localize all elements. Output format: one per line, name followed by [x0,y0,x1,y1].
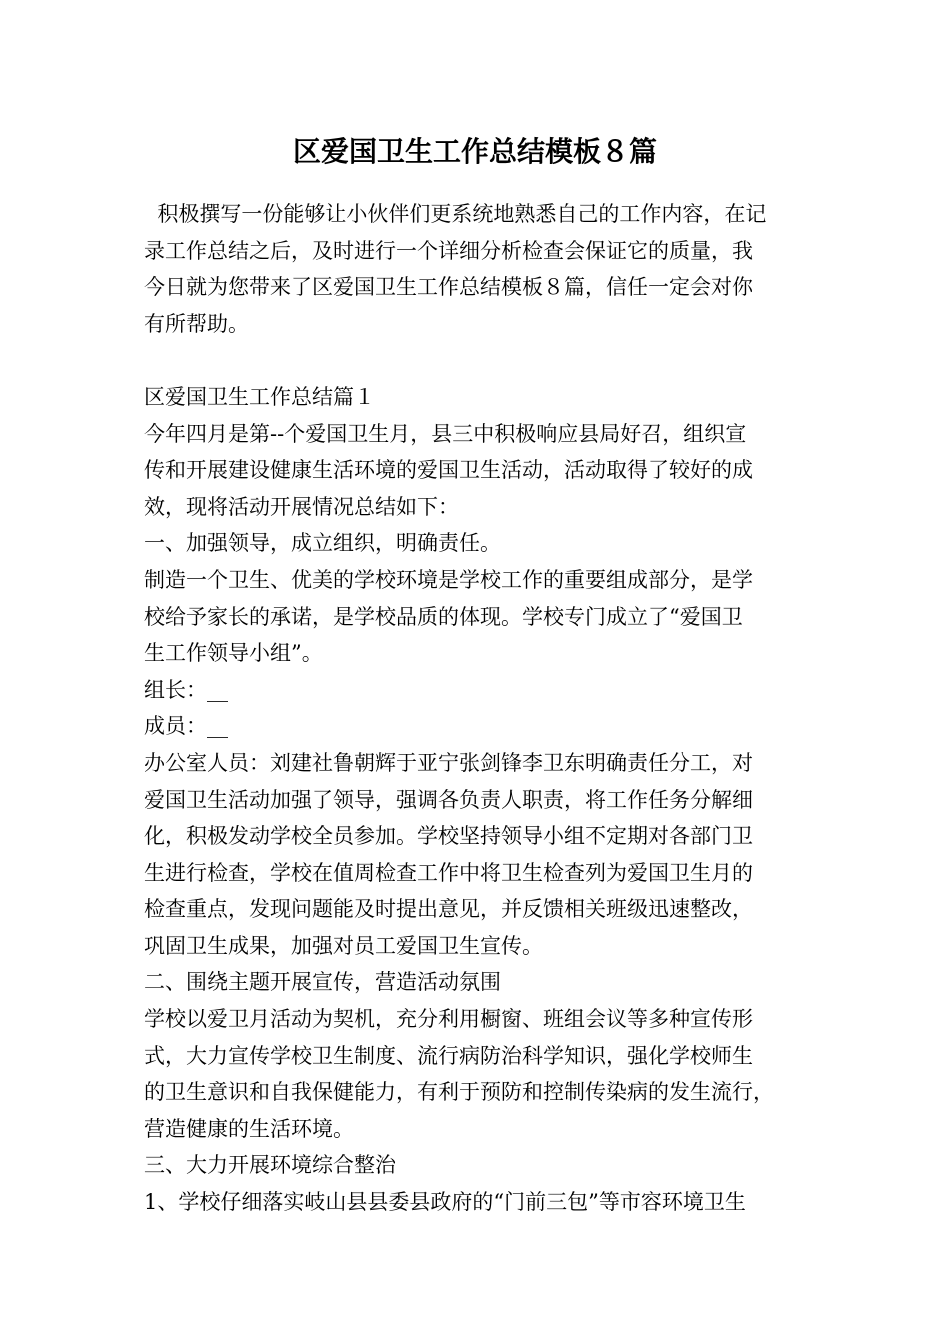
body-line: 营造健康的生活环境。 [144,1116,354,1141]
document-title: 区爱国卫生工作总结模板８篇 [292,135,657,168]
body-line: 生进行检查，学校在值周检查工作中将卫生检查列为爱国卫生月的 [144,860,753,885]
intro-line: 积极撰写一份能够让小伙伴们更系统地熟悉自己的工作内容，在记 [144,202,767,226]
body-line: 校给予家长的承诺，是学校品质的体现。学校专门成立了“爱国卫 [144,604,743,629]
document-body [144,196,834,1221]
intro-line: 录工作总结之后，及时进行一个详细分析检查会保证它的质量，我 [144,238,753,263]
body-line: 办公室人员：刘建社鲁朝辉于亚宁张剑锋李卫东明确责任分工，对 [144,750,753,775]
body-line: 生工作领导小组”。 [144,641,323,666]
section-heading: 区爱国卫生工作总结篇１ [144,384,375,409]
body-line: 爱国卫生活动加强了领导，强调各负责人职责，将工作任务分解细 [144,787,753,812]
body-line: 的卫生意识和自我保健能力，有利于预防和控制传染病的发生流行， [144,1080,774,1105]
subheading: 二、围绕主题开展宣传，营造活动氛围 [144,970,501,995]
body-line: 1、学校仔细落实岐山县县委县政府的“门前三包”等市容环境卫生 [144,1190,746,1215]
body-line: 检查重点，发现问题能及时提出意见，并反馈相关班级迅速整改， [144,897,753,922]
members-line: 成员：__ [144,714,228,739]
body-line: 巩固卫生成果，加强对员工爱国卫生宣传。 [144,933,543,958]
intro-line: 今日就为您带来了区爱国卫生工作总结模板８篇，信任一定会对你 [144,275,753,300]
body-line: 学校以爱卫月活动为契机，充分利用橱窗、班组会议等多种宣传形 [144,1007,753,1032]
body-line: 式，大力宣传学校卫生制度、流行病防治科学知识，强化学校师生 [144,1043,753,1068]
body-line: 化，积极发动学校全员参加。学校坚持领导小组不定期对各部门卫 [144,824,753,849]
body-line: 今年四月是第--个爱国卫生月，县三中积极响应县局好召，组织宣 [144,421,747,446]
body-line: 效，现将活动开展情况总结如下： [144,494,459,519]
paragraph-gap [144,342,834,379]
intro-line: 有所帮助。 [144,311,249,336]
subheading: 一、加强领导，成立组织，明确责任。 [144,531,501,556]
body-line: 传和开展建设健康生活环境的爱国卫生活动，活动取得了较好的成 [144,458,753,483]
subheading: 三、大力开展环境综合整治 [144,1153,396,1178]
body-line: 制造一个卫生、优美的学校环境是学校工作的重要组成部分，是学 [144,567,753,592]
leader-line: 组长：__ [144,677,228,702]
